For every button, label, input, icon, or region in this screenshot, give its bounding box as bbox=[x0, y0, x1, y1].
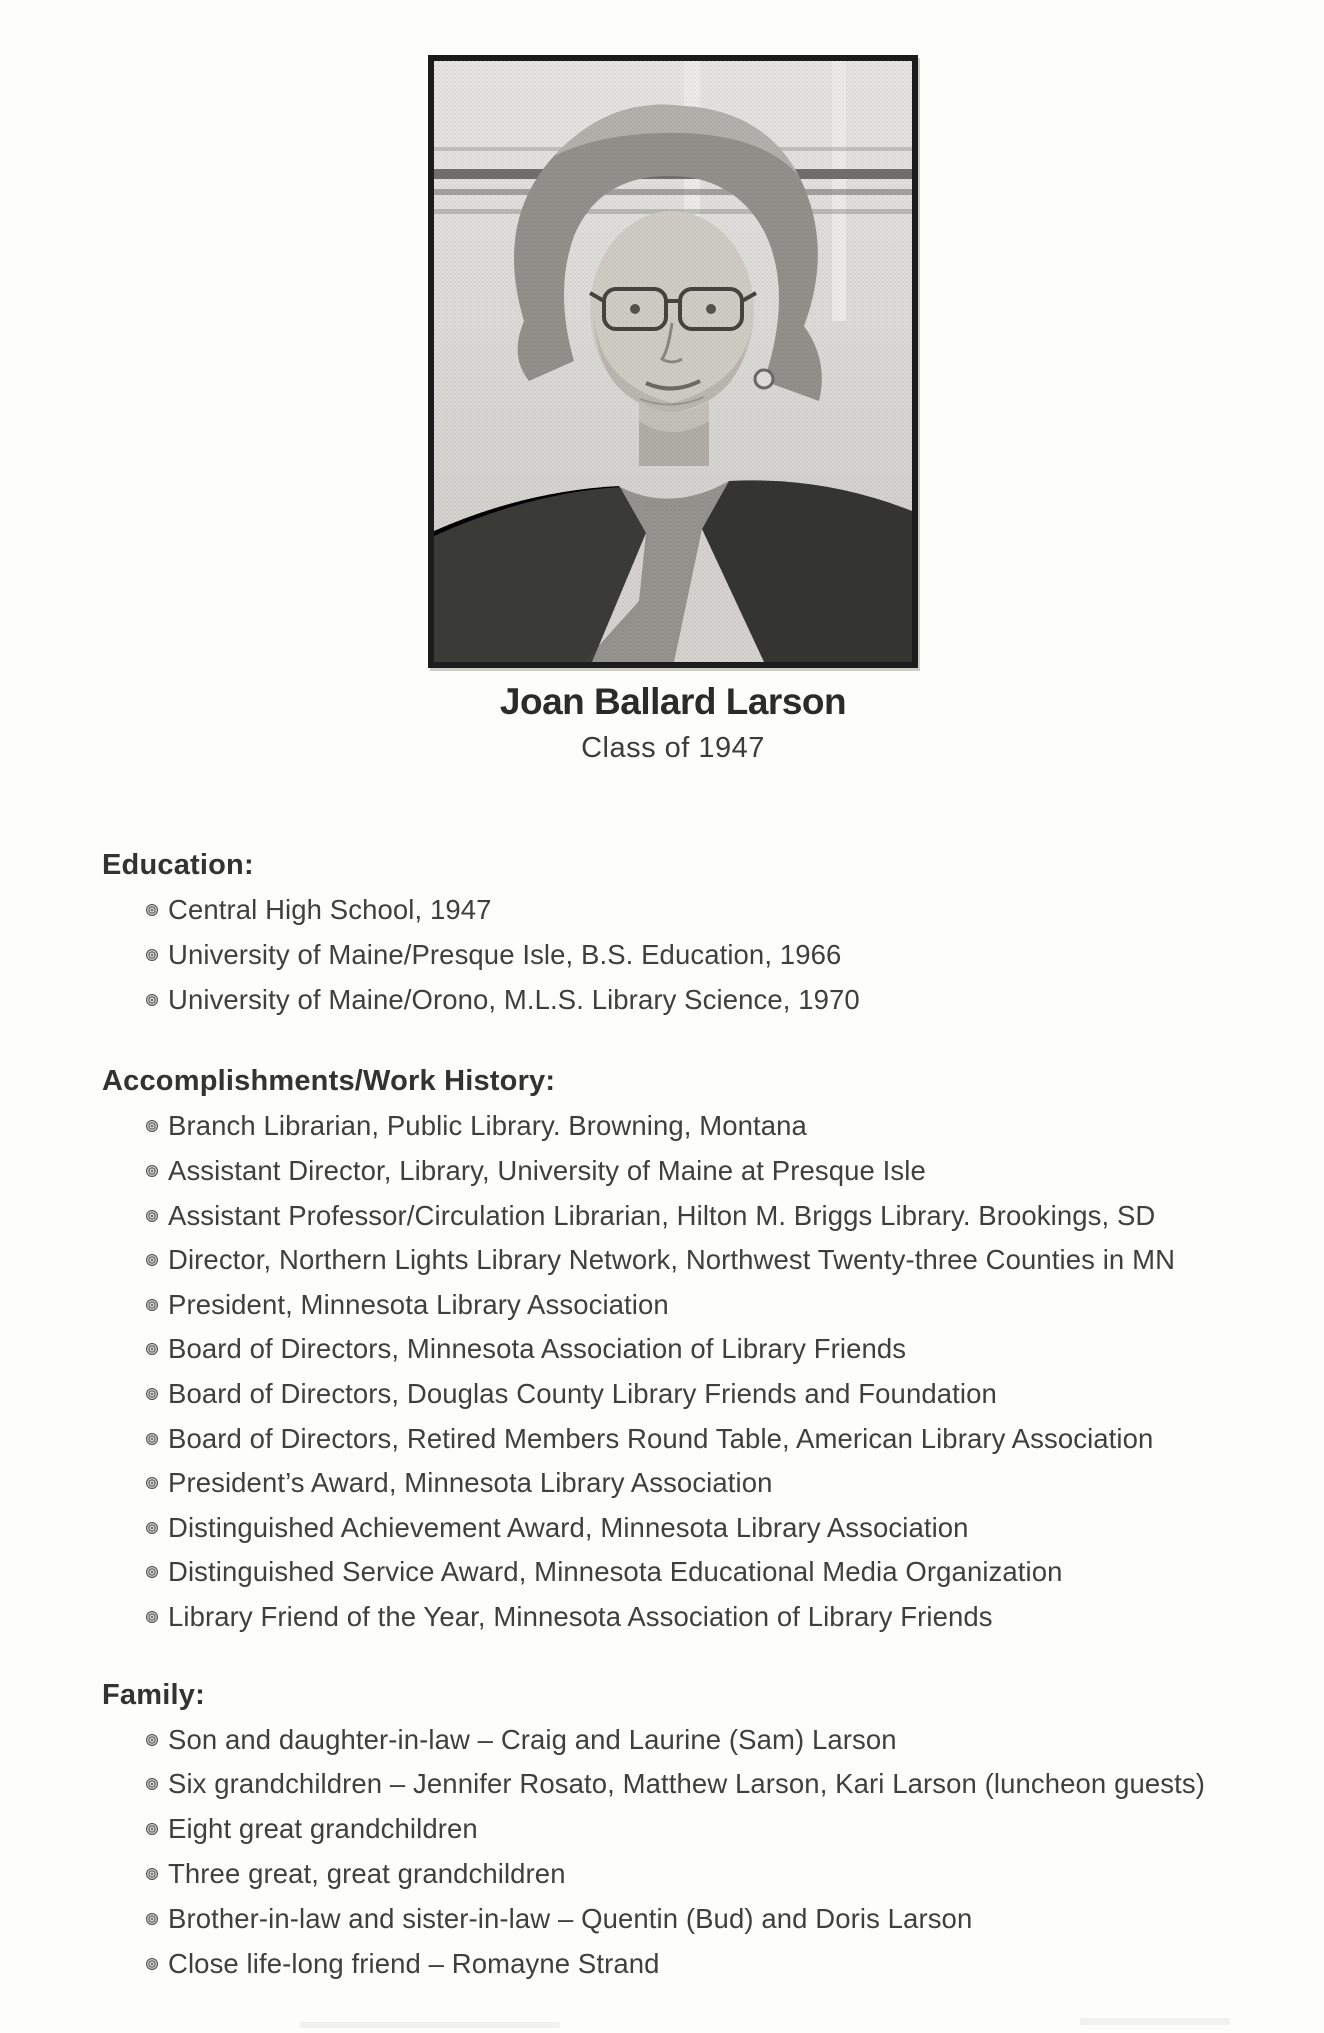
list-item-text: Library Friend of the Year, Minnesota Association of Library Friends bbox=[168, 1600, 993, 1632]
bullet-icon bbox=[146, 1823, 158, 1835]
list-item bbox=[146, 1149, 1324, 1194]
list-item-text: Six grandchildren – Jennifer Rosato, Matthew Larson, Kari Larson (luncheon guests) bbox=[168, 1768, 1205, 1800]
list-item-text: Assistant Professor/Circulation Librarian, Hilton M. Briggs Library. Brookings, SD bbox=[168, 1199, 1156, 1231]
bullet-icon bbox=[146, 1566, 158, 1578]
bullet-icon bbox=[146, 1433, 158, 1445]
bullet-icon bbox=[146, 1958, 158, 1970]
family-list bbox=[0, 1718, 1324, 1987]
section-education bbox=[0, 843, 1324, 1022]
bullet-icon bbox=[146, 904, 158, 916]
list-item bbox=[146, 1762, 1324, 1807]
list-item-text: Board of Directors, Douglas County Library Friends and Foundation bbox=[168, 1377, 997, 1409]
education-heading: Education: bbox=[102, 849, 254, 881]
caption-block bbox=[428, 682, 918, 765]
list-item bbox=[146, 1718, 1324, 1763]
list-item bbox=[146, 1807, 1324, 1852]
bullet-icon bbox=[146, 1299, 158, 1311]
list-item bbox=[146, 1550, 1324, 1595]
scan-artifact bbox=[1080, 2018, 1230, 2025]
bullet-icon bbox=[146, 1778, 158, 1790]
bullet-icon bbox=[146, 1165, 158, 1177]
list-item-text: University of Maine/Orono, M.L.S. Library Science, 1970 bbox=[168, 983, 860, 1015]
bullet-icon bbox=[146, 1388, 158, 1400]
list-item bbox=[146, 1461, 1324, 1506]
list-item bbox=[146, 1417, 1324, 1462]
bullet-icon bbox=[146, 1913, 158, 1925]
bullet-icon bbox=[146, 1734, 158, 1746]
scan-artifact bbox=[300, 2022, 560, 2028]
list-item bbox=[146, 1506, 1324, 1551]
list-item-text: Board of Directors, Minnesota Association of Library Friends bbox=[168, 1333, 907, 1365]
list-item-text: Three great, great grandchildren bbox=[168, 1857, 566, 1889]
list-item bbox=[146, 1194, 1324, 1239]
list-item bbox=[146, 1327, 1324, 1372]
list-item bbox=[146, 1852, 1324, 1897]
list-item bbox=[146, 1372, 1324, 1417]
bullet-icon bbox=[146, 994, 158, 1006]
list-item bbox=[146, 1595, 1324, 1640]
list-item-text: Brother-in-law and sister-in-law – Quentin (Bud) and Doris Larson bbox=[168, 1902, 973, 1934]
portrait-illustration bbox=[434, 61, 912, 662]
accomplishments-list bbox=[0, 1104, 1324, 1639]
list-item bbox=[146, 978, 1324, 1023]
section-accomplishments bbox=[0, 1059, 1324, 1639]
list-item bbox=[146, 1104, 1324, 1149]
list-item-text: President, Minnesota Library Association bbox=[168, 1288, 669, 1320]
bullet-icon bbox=[146, 1611, 158, 1623]
list-item-text: Eight great grandchildren bbox=[168, 1813, 478, 1845]
person-name: Joan Ballard Larson bbox=[499, 681, 847, 722]
bullet-icon bbox=[146, 1522, 158, 1534]
list-item bbox=[146, 1942, 1324, 1987]
family-heading: Family: bbox=[102, 1678, 205, 1711]
list-item bbox=[146, 888, 1324, 933]
bullet-icon bbox=[146, 1120, 158, 1132]
bullet-icon bbox=[146, 1477, 158, 1489]
list-item-text: Distinguished Service Award, Minnesota Educational Media Organization bbox=[168, 1556, 1063, 1588]
list-item-text: Close life-long friend – Romayne Strand bbox=[168, 1947, 660, 1979]
list-item-text: Branch Librarian, Public Library. Browning, Montana bbox=[168, 1110, 807, 1142]
list-item-text: Central High School, 1947 bbox=[168, 894, 492, 925]
bullet-icon bbox=[146, 1254, 158, 1266]
list-item-text: Assistant Director, Library, University of Maine at Presque Isle bbox=[168, 1154, 926, 1186]
list-item bbox=[146, 1897, 1324, 1942]
list-item-text: Board of Directors, Retired Members Round Table, American Library Association bbox=[168, 1422, 1154, 1454]
bullet-icon bbox=[146, 949, 158, 961]
list-item bbox=[146, 933, 1324, 978]
list-item bbox=[146, 1238, 1324, 1283]
bio-content bbox=[0, 843, 1324, 1986]
bullet-icon bbox=[146, 1868, 158, 1880]
list-item-text: Distinguished Achievement Award, Minnesota Library Association bbox=[168, 1511, 969, 1543]
class-year: Class of 1947 bbox=[581, 732, 765, 764]
list-item-text: President’s Award, Minnesota Library Association bbox=[168, 1467, 773, 1499]
bullet-icon bbox=[146, 1210, 158, 1222]
list-item-text: Director, Northern Lights Library Network, Northwest Twenty-three Counties in MN bbox=[168, 1244, 1176, 1276]
bullet-icon bbox=[146, 1343, 158, 1355]
accomplishments-heading: Accomplishments/Work History: bbox=[102, 1065, 556, 1098]
list-item-text: Son and daughter-in-law – Craig and Laurine (Sam) Larson bbox=[168, 1723, 897, 1755]
portrait-photo bbox=[428, 55, 918, 668]
section-family bbox=[0, 1673, 1324, 1987]
education-list bbox=[0, 888, 1324, 1022]
list-item bbox=[146, 1283, 1324, 1328]
list-item-text: University of Maine/Presque Isle, B.S. Education, 1966 bbox=[168, 938, 842, 970]
